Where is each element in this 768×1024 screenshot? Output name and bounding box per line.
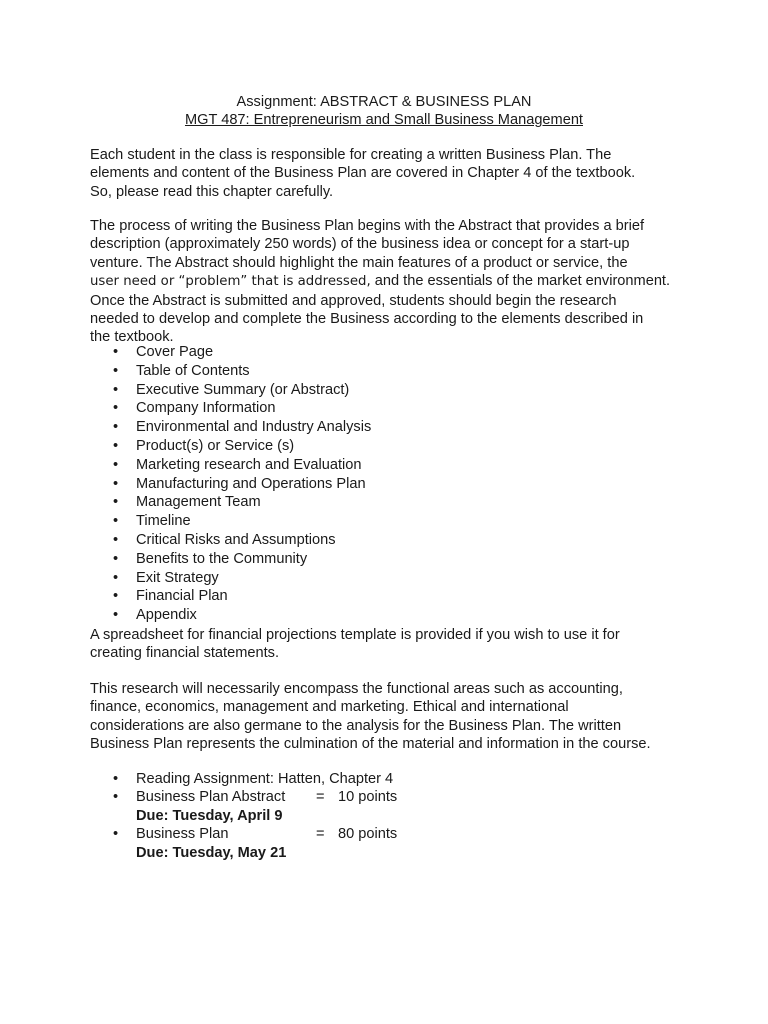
list-item-label: Critical Risks and Assumptions [136,531,336,548]
list-item-label: Cover Page [136,344,214,360]
abstract-points: 10 points [338,789,398,806]
list-item-label: Company Information [136,400,276,417]
list-item [0,399,371,418]
bullet-icon: • [113,494,119,511]
course-title-text: MGT 487: Entrepreneurism and Small Business Management [184,112,583,128]
paragraph-line: Once the Abstract is submitted and approved, students should begin the research [90,292,617,309]
process-paragraph [90,217,690,347]
list-item-label: Environmental and Industry Analysis [136,419,372,436]
list-item [0,475,371,494]
list-item [0,343,371,362]
intro-paragraph [90,146,690,201]
bullet-icon: • [113,826,119,843]
paragraph-line: So, please read this chapter carefully. [90,183,334,200]
list-item-label: Appendix [136,607,197,624]
market-phrase: and the essentials of the market environment. [370,273,671,290]
plan-label: Business Plan [136,826,229,843]
paragraph-line: creating financial statements. [90,645,280,662]
paragraph-line: A spreadsheet for financial projections template is provided if you wish to use it for [90,627,620,643]
paragraph-line: description (approximately 250 words) of the business idea or concept for a start-up [90,236,630,253]
plan-assignment-item [0,825,397,862]
list-item-label: Marketing research and Evaluation [136,456,362,473]
list-item [0,362,371,381]
list-item [0,456,371,475]
list-item-label: Benefits to the Community [136,550,308,567]
bullet-icon: • [113,789,119,806]
list-item-label: Executive Summary (or Abstract) [136,381,350,398]
abstract-label: Business Plan Abstract [136,789,286,806]
paragraph-line: venture. The Abstract should highlight the main features of a product or service, the [90,254,628,271]
equals-sign: = [316,789,325,806]
equals-sign: = [316,826,325,843]
paragraph-line: This research will necessarily encompass the functional areas such as accounting, [90,681,623,697]
bullet-icon: • [113,362,119,379]
plan-points: 80 points [338,826,398,843]
list-item-label: Financial Plan [136,588,228,605]
paragraph-line [90,272,690,291]
abstract-assignment-item [0,788,397,825]
list-item [0,550,371,569]
bullet-icon: • [113,607,119,624]
problem-phrase: user need or “problem” that is addressed, [90,274,371,290]
list-item-label: Table of Contents [136,362,250,379]
bullet-icon: • [113,588,119,605]
list-item [0,512,371,531]
list-item [0,531,371,550]
bullet-icon: • [113,437,119,454]
reading-assignment-text: Reading Assignment: Hatten, Chapter 4 [136,771,394,787]
paragraph-line: considerations are also germane to the analysis for the Business Plan. The written [90,717,622,734]
bullet-icon: • [113,771,119,787]
abstract-due-date: Due: Tuesday, April 9 [136,807,283,824]
bullet-icon: • [113,344,119,360]
paragraph-line: Business Plan represents the culmination of the material and information in the course. [90,736,651,753]
bullet-icon: • [113,475,119,492]
course-title [0,111,768,129]
bullet-icon: • [113,569,119,586]
paragraph-line: elements and content of the Business Plan are covered in Chapter 4 of the textbook. [90,165,636,182]
assignment-title: Assignment: ABSTRACT & BUSINESS PLAN [236,94,532,110]
list-item-label: Timeline [136,513,191,530]
bullet-icon: • [113,550,119,567]
bullet-icon: • [113,381,119,398]
business-plan-elements-list [0,343,371,625]
list-item-label: Product(s) or Service (s) [136,437,295,454]
list-item [0,606,371,625]
list-item [0,569,371,588]
research-paragraph [90,680,690,754]
bullet-icon: • [113,531,119,548]
paragraph-line: Each student in the class is responsible for creating a written Business Plan. The [90,147,612,163]
bullet-icon: • [113,400,119,417]
list-item-label: Management Team [136,494,261,511]
list-item-label: Exit Strategy [136,569,219,586]
list-item [0,493,371,512]
spreadsheet-paragraph [90,626,690,663]
bullet-icon: • [113,419,119,436]
plan-due-date: Due: Tuesday, May 21 [136,844,287,861]
paragraph-line: The process of writing the Business Plan begins with the Abstract that provides a brief [90,218,645,234]
paragraph-line: the textbook. [90,329,174,346]
assignments-list [0,770,397,862]
paragraph-line: needed to develop and complete the Business according to the elements described in [90,311,644,328]
list-item [0,418,371,437]
list-item [0,587,371,606]
reading-assignment-item [0,770,397,788]
bullet-icon: • [113,513,119,530]
list-item [0,437,371,456]
bullet-icon: • [113,456,119,473]
paragraph-line: finance, economics, management and marketing. Ethical and international [90,699,569,716]
list-item-label: Manufacturing and Operations Plan [136,475,366,492]
list-item [0,381,371,400]
